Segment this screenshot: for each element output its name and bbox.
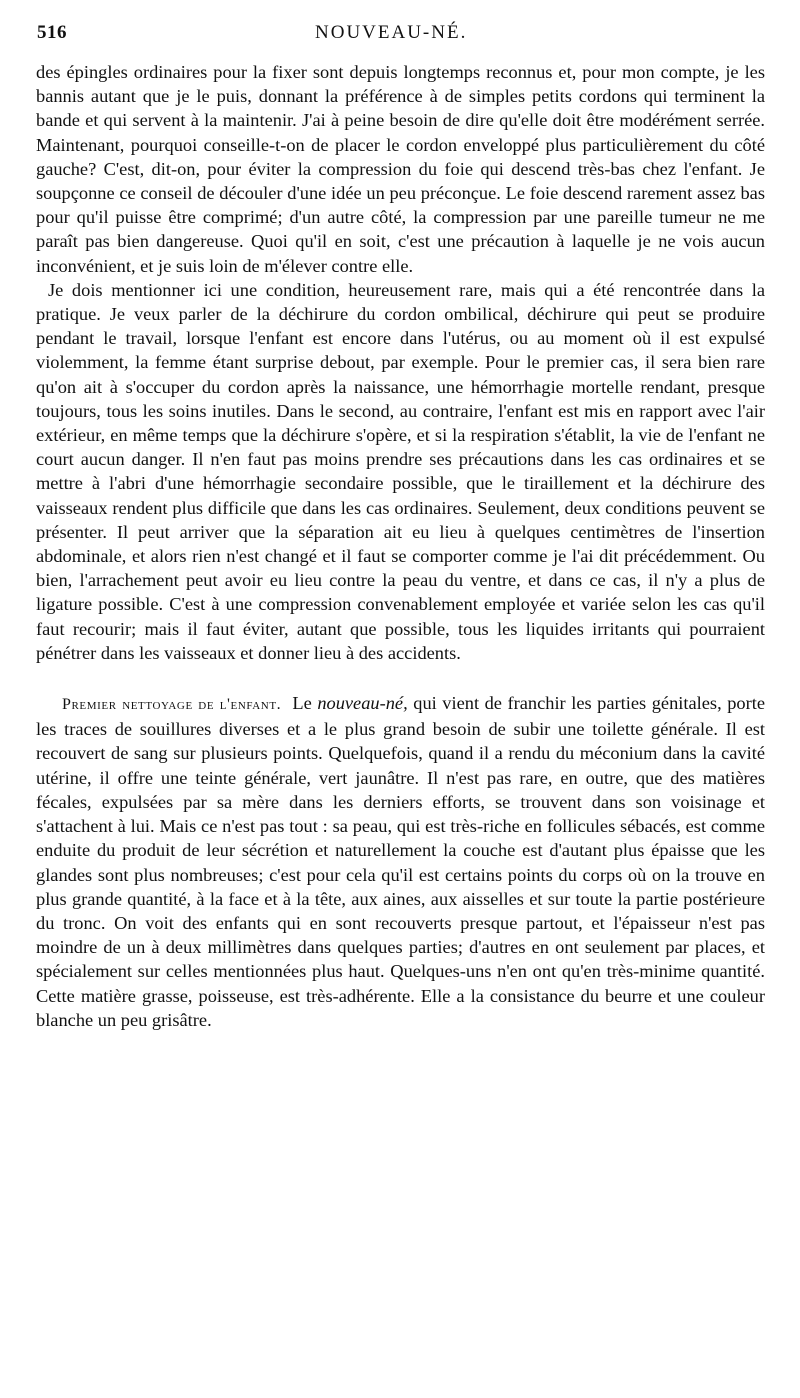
section-first-cleaning	[36, 691, 765, 1032]
section-spacer	[36, 665, 765, 691]
page-header	[37, 22, 764, 56]
section-body-text: qui vient de franchir les parties génitales, porte les traces de souillures diverses et a le plus grand besoin de subir une toilette générale. Il est recouvert de sang sur plusieurs points. Quelquefois, quand il a rendu du méconium dans la cavité utérine, il offre une teinte générale, vert jaunâtre. Il n'est pas rare, en outre, que des matières fécales, expulsées par sa mère dans les derniers efforts, se trouvent dans son voisinage et s'attachent à lui. Mais ce n'est pas tout : sa peau, qui est très-riche en follicules sébacés, est comme enduite du produit de leur sécrétion et naturellement la couche est d'autant plus épaisse que les glandes sont plus nombreuses; c'est pour cela qu'il est certains points du corps où on la trouve en plus grande quantité, à la face et à la tête, aux aines, aux aisselles et sur toute la partie postérieure du tronc. On voit des enfants qui en sont recouverts presque partout, et l'épaisseur n'est pas moindre de un à deux millimètres dans quelques parties; d'autres en ont seulement par places, et spécialement sur celles mentionnées plus haut. Quelques-uns n'en ont qu'en très-minime quantité. Cette matière grasse, poisseuse, est très-adhérente. Elle a la consistance du beurre et une couleur blanche un peu grisâtre.	[36, 693, 765, 1030]
body-text	[36, 60, 765, 1032]
section-heading: Premier nettoyage de l'enfant.	[62, 696, 282, 714]
paragraph-cord-bandage: des épingles ordinaires pour la fixer sont depuis longtemps reconnus et, pour mon compte, je les bannis autant que je le puis, donnant la préférence à de simples petits cordons qui terminent la bande et qui servent à la maintenir. J'ai à peine besoin de dire qu'elle doit être modérément serrée. Maintenant, pourquoi conseille-t-on de placer le cordon enveloppé plus particulièrement du côté gauche? C'est, dit-on, pour éviter la compression du foie qui descend très-bas chez l'enfant. Je soupçonne ce conseil de découler d'une idée un peu préconçue. Le foie descend rarement assez bas pour qu'il puisse être comprimé; d'un autre côté, la compression par une pareille tumeur ne me paraît pas bien dangereuse. Quoi qu'il en soit, c'est une précaution à laquelle je ne vois aucun inconvénient, et je suis loin de m'élever contre elle.	[36, 62, 765, 276]
paragraph-cord-rupture: Je dois mentionner ici une condition, heureusement rare, mais qui a été rencontrée dans la pratique. Je veux parler de la déchirure du cordon ombilical, déchirure qui peut se produire pendant le travail, lorsque l'enfant est encore dans l'utérus, ou au moment où il est expulsé violemment, la femme étant surprise debout, par exemple. Pour le premier cas, il sera bien rare qu'on ait à s'occuper du cordon après la naissance, une hémorrhagie mortelle rendant, presque toujours, tous les soins inutiles. Dans le second, au contraire, l'enfant est mis en rapport avec l'air extérieur, en même temps que la déchirure s'opère, et si la respiration s'établit, la vie de l'enfant ne court aucun danger. Il n'en faut pas moins prendre ses précautions dans les cas ordinaires et se mettre à l'abri d'une hémorrhagie secondaire possible, que le tiraillement et la déchirure des vaisseaux rendent plus difficile que dans les cas ordinaires. Seulement, deux conditions peuvent se présenter. Il peut arriver que la séparation ait eu lieu à quelques centimètres de l'insertion abdominale, et alors rien n'est changé et il faut se comporter comme je l'ai dit précédemment. Ou bien, l'arrachement peut avoir eu lieu contre la peau du ventre, et dans ce cas, il n'y a plus de ligature possible. C'est à une compression convenablement employée et variée selon les cas qu'il faut recourir; mais il faut éviter, autant que possible, tous les liquides irritants qui pourraient pénétrer dans les vaisseaux et donner lieu à des accidents.	[36, 279, 765, 663]
page-number: 516	[37, 22, 67, 43]
section-lead-word: Le	[292, 693, 312, 714]
section-italic-term: nouveau-né,	[317, 693, 408, 714]
running-title: NOUVEAU-NÉ.	[315, 22, 468, 43]
